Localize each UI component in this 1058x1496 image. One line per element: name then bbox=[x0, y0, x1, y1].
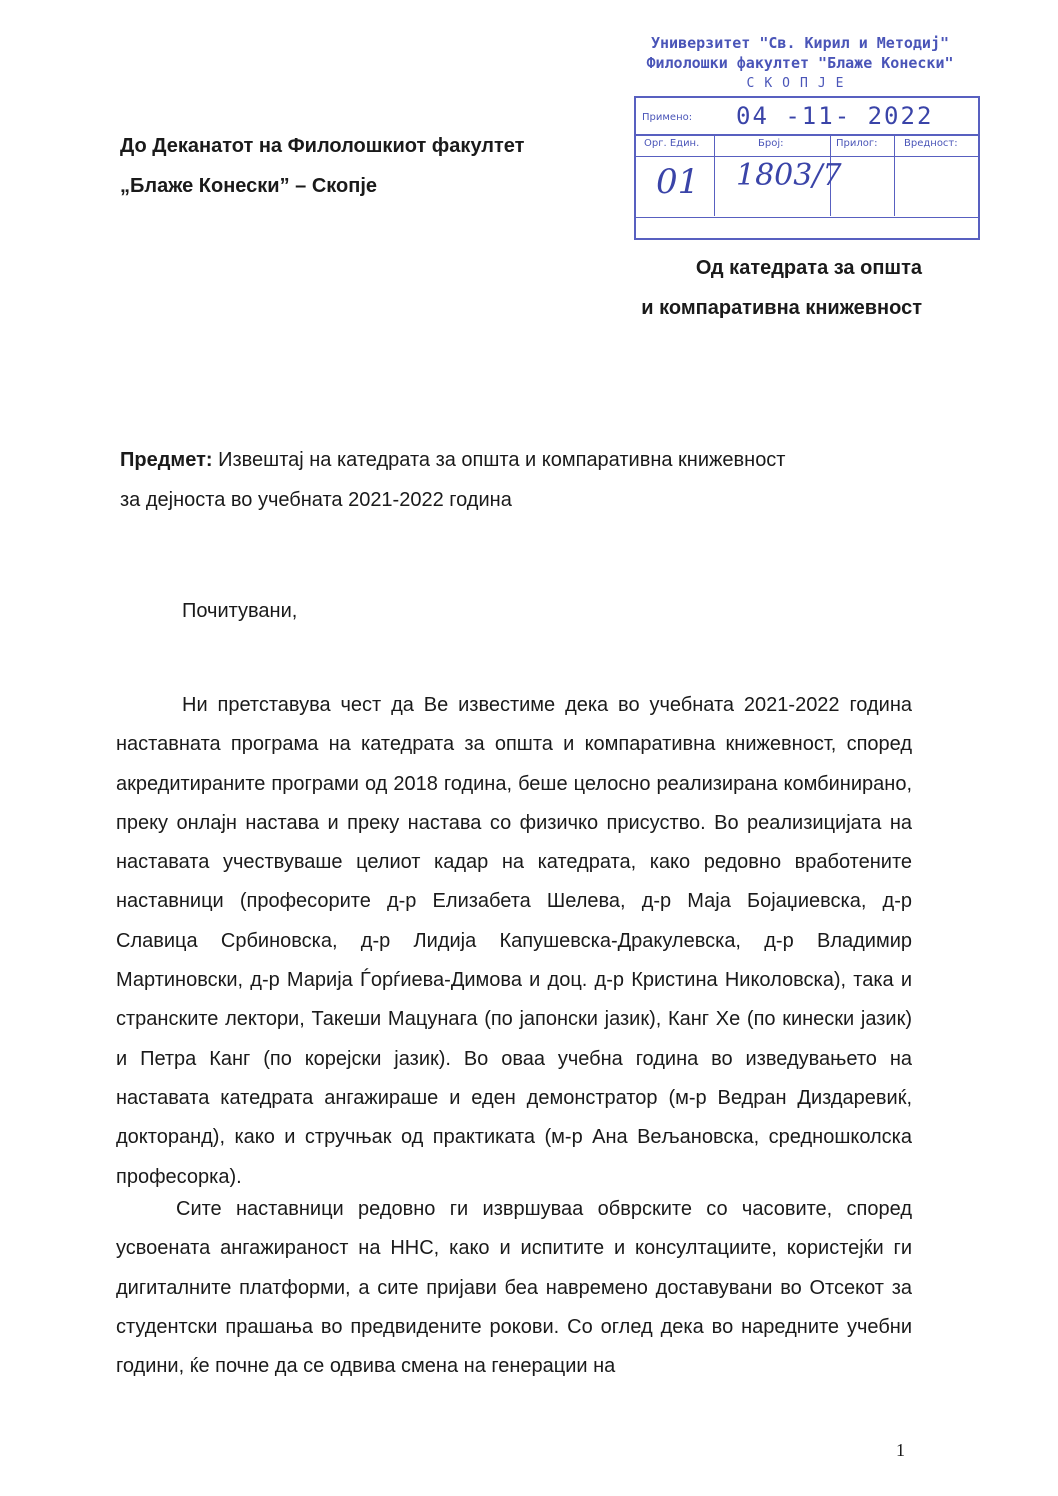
subject-block bbox=[120, 440, 920, 520]
body-paragraph-1: Ни претставува чест да Ве известиме дека во учебната 2021-2022 година наставната програма на катедрата за општа и компаративна книжевност, според акредитираните програми од 2018 година, беше целосно реализирана комбинирано, преку онлајн настава и преку настава со физичко присуство. Во реализицијата на наставата учествуваше целиот кадар на катедрата, како редовно вработените наставници (професорите д-р Елизабета Шелева, д-р Маја Бојаџиевска, д-р Славица Србиновска, д-р Лидија Капушевска-Дракулевска, д-р Владимир Мартиновски, д-р Марија Ѓорѓиева-Димова и доц. д-р Кристина Николовска), така и странските лектори, Такеши Мацунага (по јапонски јазик), Канг Хе (по кинески јазик) и Петра Канг (по корејски јазик). Во оваа учебна година во изведувањето на наставата катедрата ангажираше и еден демонстратор (м-р Ведран Диздаревиќ, докторанд), како и стручњак од практиката (м-р Ана Вељановска, средношколска професорка). bbox=[116, 694, 912, 1188]
sender-line-2: и компаративна книжевност bbox=[641, 297, 922, 319]
stamp-header-row bbox=[636, 134, 978, 156]
body-paragraph-2: Сите наставници редовно ги извршуваа обврските со часовите, според усвоената ангажираност на ННС, како и испитите и консултациите, користејќи ги дигиталните платформи, а сите пријави беа навремено доставувани во Отсекот за студентски прашања во предвидените рокови. Со оглед дека во наредните учебни години, ќе почне да се одвива смена на генерации на bbox=[116, 1198, 912, 1378]
registry-stamp bbox=[620, 28, 980, 218]
stamp-city: СКОПЈЕ bbox=[746, 76, 854, 91]
salutation: Почитувани, bbox=[182, 600, 298, 622]
subject-label: Предмет: bbox=[120, 449, 213, 471]
stamp-value-label: Вредност: bbox=[904, 138, 958, 149]
stamp-org-unit-label: Орг. Един. bbox=[644, 138, 700, 149]
stamp-received-label: Примено: bbox=[642, 112, 693, 123]
stamp-number-label: Број: bbox=[758, 138, 784, 149]
page-number: 1 bbox=[896, 1440, 905, 1460]
stamp-university: Универзитет "Св. Кирил и Методиј" bbox=[650, 34, 949, 52]
stamp-attachment-label: Прилог: bbox=[836, 138, 878, 149]
sender-block bbox=[500, 248, 922, 328]
stamp-received-date: 04 -11- 2022 bbox=[736, 102, 934, 130]
subject-text-line-1: Извештај на катедрата за општа и компаративна книжевност bbox=[212, 449, 786, 471]
recipient-block bbox=[120, 126, 524, 206]
stamp-received-row bbox=[636, 98, 978, 136]
recipient-line-2: „Блаже Конески” – Скопје bbox=[120, 175, 377, 197]
stamp-org-unit-value: 01 bbox=[656, 162, 700, 202]
subject-text-line-2: за дејноста во учебната 2021-2022 година bbox=[120, 489, 512, 511]
recipient-line-1: До Деканатот на Филолошкиот факултет bbox=[120, 135, 525, 157]
sender-line-1: Од катедрата за општа bbox=[695, 257, 922, 279]
stamp-faculty: Филолошки факултет "Блаже Конески" bbox=[646, 54, 954, 72]
stamp-number-value: 1803/7 bbox=[736, 158, 842, 193]
stamp-grid bbox=[634, 96, 980, 240]
